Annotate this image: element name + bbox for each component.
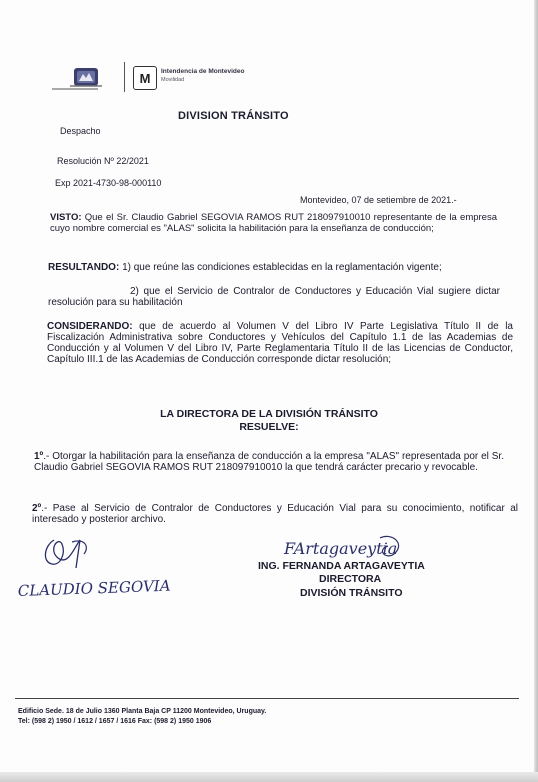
page-bottom-shadow [0, 772, 538, 782]
resultando-label: RESULTANDO: [48, 262, 120, 273]
institution-subtitle: Movilidad [161, 77, 185, 83]
directora-heading: LA DIRECTORA DE LA DIVISIÓN TRÁNSITO [160, 408, 378, 420]
director-signature-text: FArtagaveytia [284, 539, 398, 558]
resolution-point-1 [34, 451, 504, 473]
city-crest-logo [52, 64, 112, 94]
signatory-division: DIVISIÓN TRÁNSITO [300, 587, 403, 599]
applicant-signature-text: CLAUDIO SEGOVIA [17, 576, 171, 600]
considerando-label: CONSIDERANDO: [47, 321, 133, 332]
footer-phone: Tel: (598 2) 1950 / 1612 / 1657 / 1616 Fax: (598 2) 1950 1906 [18, 718, 212, 725]
resultando-item-1: 1) que reúne las condiciones establecidas en la reglamentación vigente; [119, 262, 442, 273]
page-edge-shadow [534, 0, 538, 782]
document-title: DIVISION TRÁNSITO [178, 110, 289, 122]
intendencia-logo: M [133, 66, 157, 90]
resolution-point-2 [32, 503, 518, 525]
applicant-signature [14, 528, 171, 608]
resultando-paragraph [48, 262, 508, 273]
signatory-name: ING. FERNANDA ARTAGAVEYTIA [258, 560, 425, 572]
signatory-role: DIRECTORA [319, 573, 382, 585]
point-2-number: 2º [32, 503, 42, 514]
footer-address: Edificio Sede. 18 de Julio 1360 Planta Baja CP 11200 Montevideo, Uruguay. [18, 708, 267, 715]
despacho-label: Despacho [60, 126, 101, 136]
visto-text: Que el Sr. Claudio Gabriel SEGOVIA RAMOS RUT 218097910010 representante de la empresa cuyo nombre comercial es "ALAS" solicita la habilitación para la enseñanza de conducción; [50, 212, 497, 234]
resolution-number: Resolución Nº 22/2021 [57, 156, 149, 166]
point-1-text: .- Otorgar la habilitación para la enseñanza de conducción a la empresa "ALAS" representada por el Sr. Claudio Gabriel SEGOVIA RAMOS RUT 218097910010 la que tendrá carácter precario y revocable. [34, 451, 504, 473]
resuelve-heading: RESUELVE: [239, 421, 299, 433]
visto-paragraph [50, 213, 497, 234]
visto-label: VISTO: [50, 212, 82, 223]
considerando-text: que de acuerdo al Volumen V del Libro IV Parte Legislativa Título II de la Fiscalización Administrativa sobre Conductores y Vehículos del Capítulo 1.1 de las Academias de Conducción y al Volumen V del Libro IV, Parte Reglamentaria Título II de las Licencias de Conductor, Capítulo III.1 de las Academias de Conducción corresponde dictar resolución; [47, 321, 513, 365]
expediente-number: Exp 2021-4730-98-000110 [55, 178, 162, 188]
institution-name: Intendencia de Montevideo [161, 68, 245, 75]
point-1-number: 1º [34, 451, 44, 462]
resultando-item-2: 2) que el Servicio de Contralor de Conductores y Educación Vial sugiere dictar resolución para su habilitación [48, 286, 500, 308]
footer-divider [15, 698, 519, 699]
considerando-paragraph [47, 321, 513, 365]
header-divider [124, 62, 125, 92]
date-line: Montevideo, 07 de setiembre de 2021.- [300, 195, 457, 205]
point-2-text: .- Pase al Servicio de Contralor de Conductores y Educación Vial para su conocimiento, notificar al interesado y posterior archivo. [32, 503, 518, 525]
